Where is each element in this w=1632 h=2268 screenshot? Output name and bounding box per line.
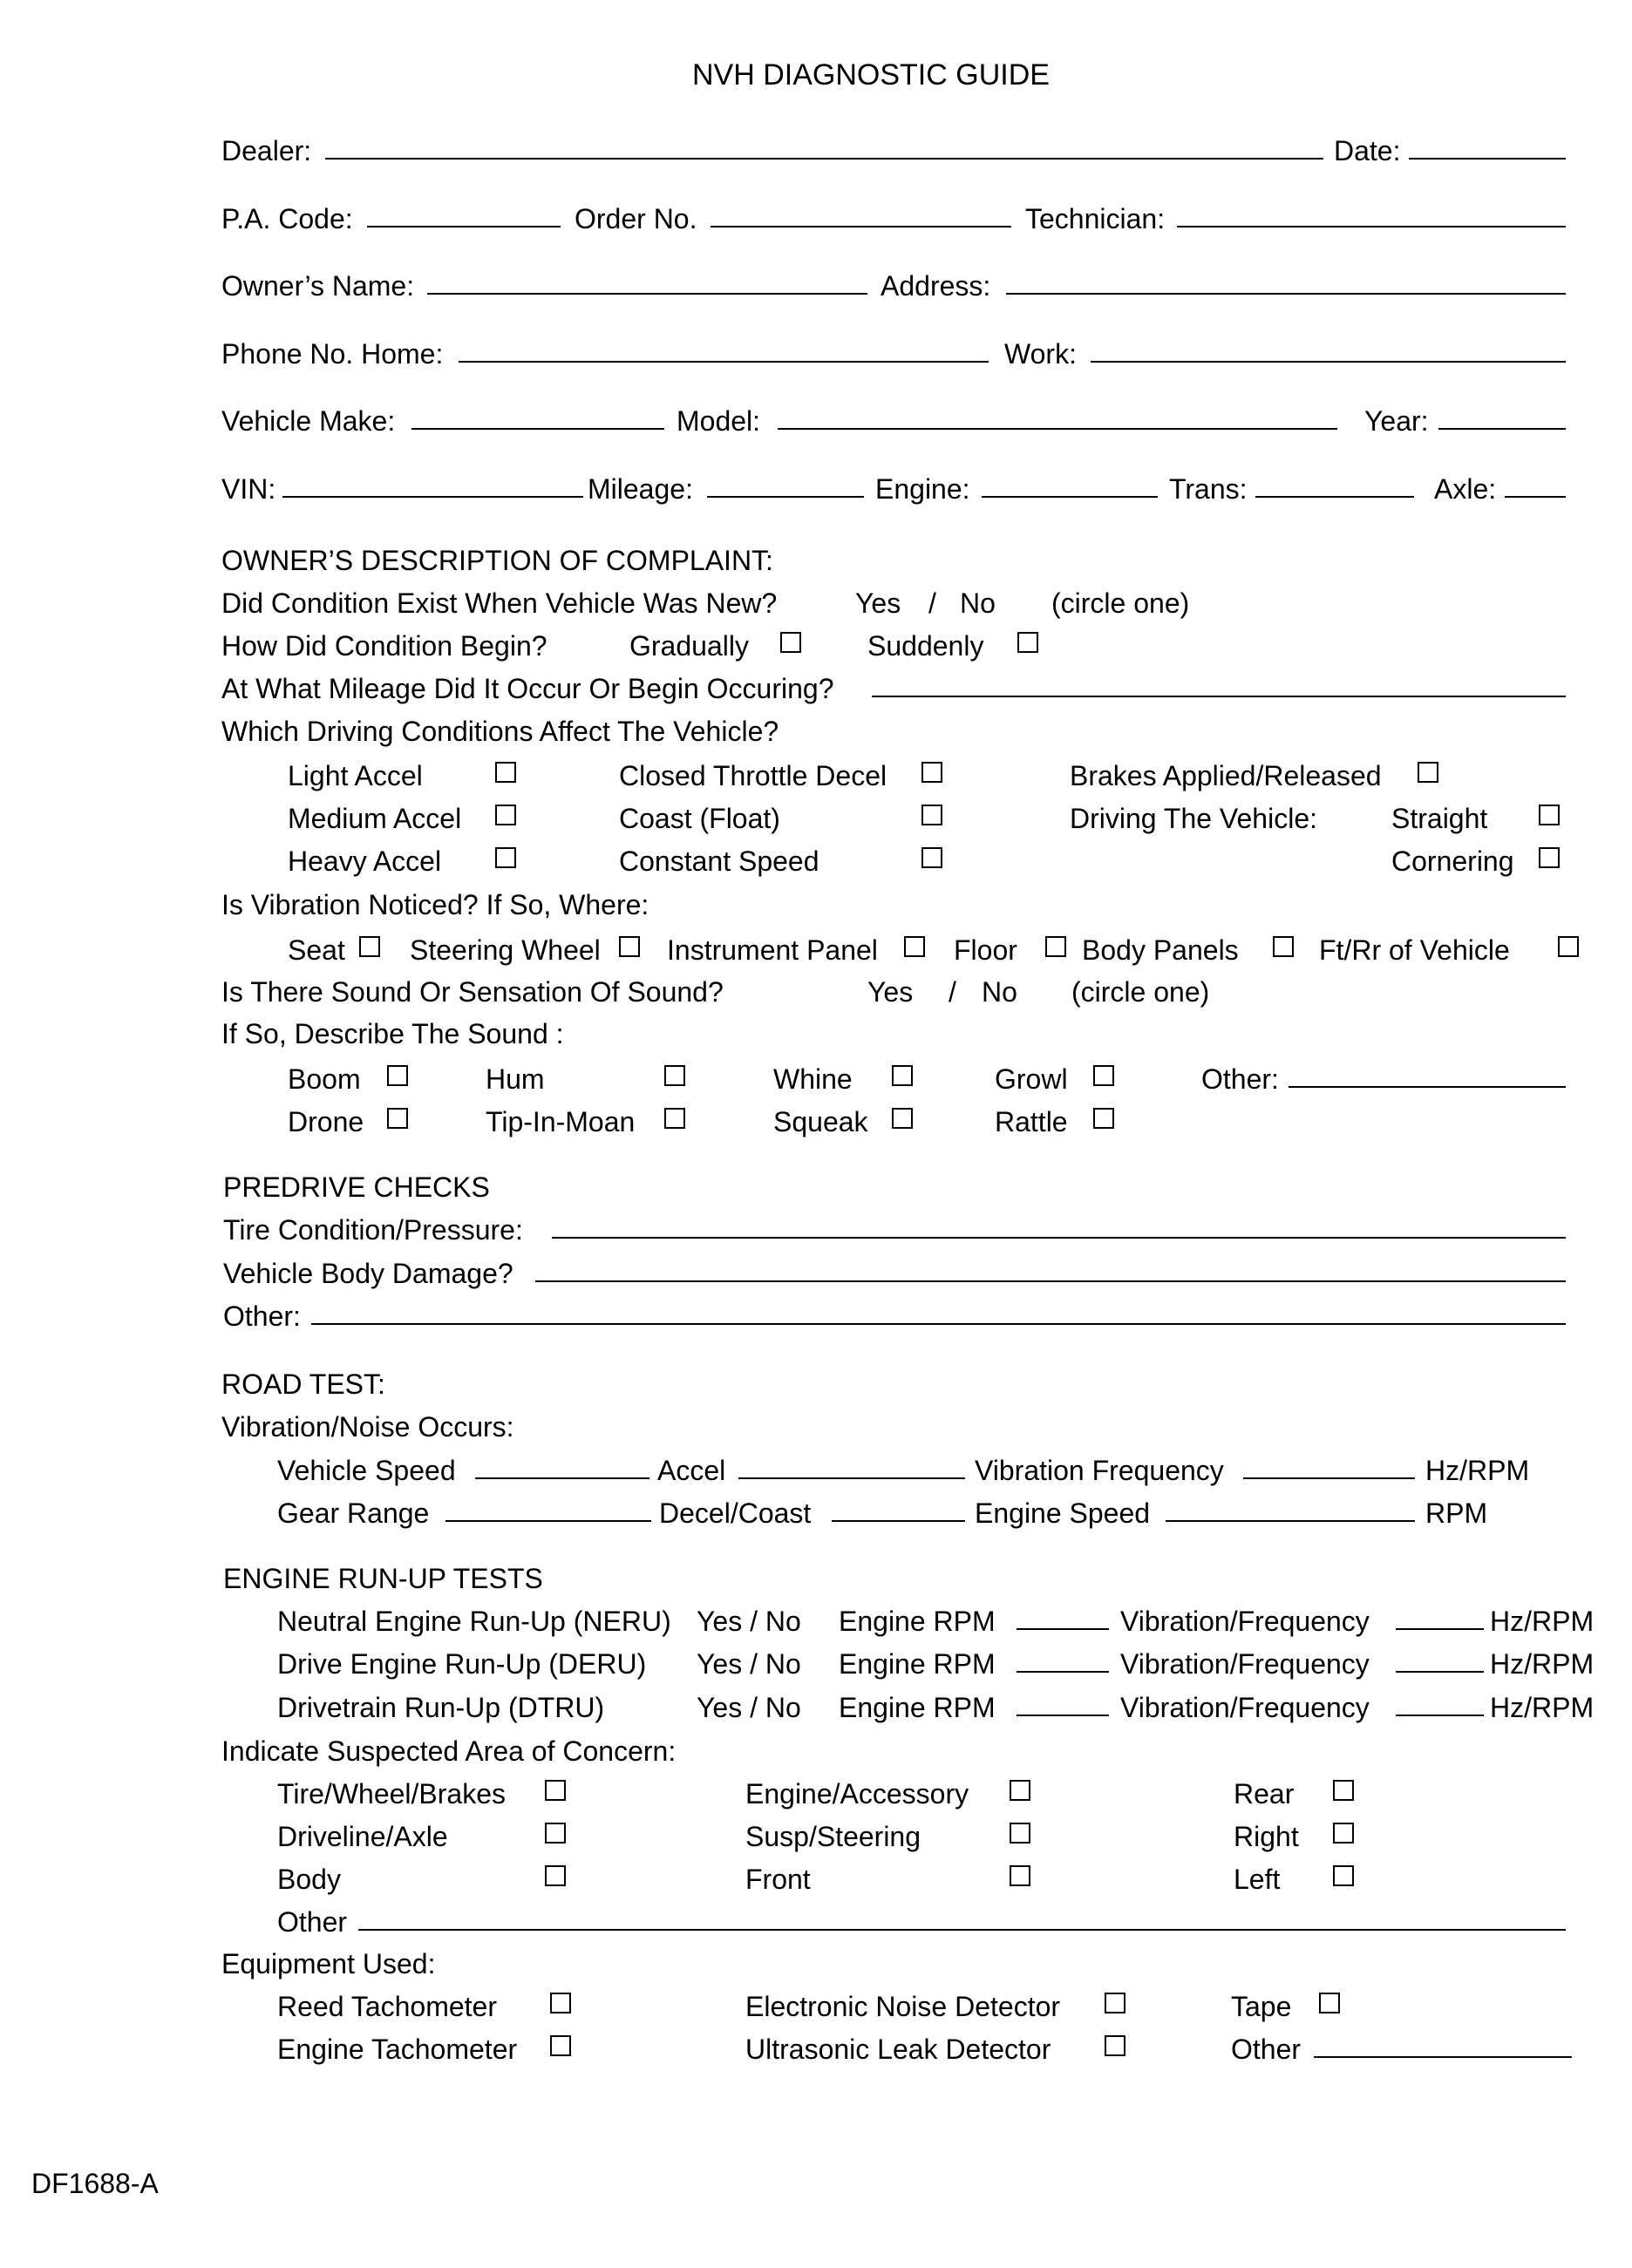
pa-code-label: P.A. Code: [221,203,353,234]
q-describe-sound: If So, Describe The Sound : [221,1018,564,1049]
susp-steering-checkbox[interactable] [1010,1823,1030,1844]
road-hz-rpm-label: Hz/RPM [1425,1455,1530,1486]
squeak-label: Squeak [773,1106,868,1137]
equipment-other-field[interactable] [1314,2056,1572,2058]
dtru-engine-rpm-label: Engine RPM [839,1692,996,1723]
engine-speed-label: Engine Speed [975,1497,1151,1529]
tire-wheel-brakes-label: Tire/Wheel/Brakes [277,1778,506,1810]
body-damage-label: Vehicle Body Damage? [223,1258,513,1289]
drone-label: Drone [288,1106,364,1137]
dtru-yes-no[interactable]: Yes / No [697,1692,801,1723]
rear-label: Rear [1234,1778,1295,1810]
dealer-label: Dealer: [221,135,312,166]
deru-engine-rpm-label: Engine RPM [839,1648,996,1680]
model-field[interactable] [778,428,1337,430]
work-field[interactable] [1091,361,1566,363]
cornering-label: Cornering [1391,845,1514,877]
equipment-other-label: Other [1231,2034,1302,2065]
hum-label: Hum [486,1063,545,1095]
q-condition-new: Did Condition Exist When Vehicle Was New? [221,587,778,619]
accel-field[interactable] [738,1477,965,1479]
heavy-accel-label: Heavy Accel [288,845,442,877]
engine-label: Engine: [875,473,970,505]
neru-vib-freq-label: Vibration/Frequency [1120,1606,1370,1637]
straight-label: Straight [1391,803,1488,834]
engine-accessory-checkbox[interactable] [1010,1780,1030,1801]
left-checkbox[interactable] [1333,1865,1354,1886]
gradually-checkbox[interactable] [780,632,801,653]
body-panels-label: Body Panels [1082,934,1239,966]
q-condition-begin: How Did Condition Begin? [221,630,547,662]
accel-label: Accel [657,1455,726,1486]
new-no[interactable]: No [960,587,996,619]
trans-field[interactable] [1255,496,1414,498]
leak-detector-checkbox[interactable] [1105,2035,1125,2056]
other-sound-field[interactable] [1289,1086,1566,1088]
driveline-axle-label: Driveline/Axle [277,1821,448,1852]
rattle-checkbox[interactable] [1093,1108,1114,1129]
medium-accel-checkbox[interactable] [495,805,516,825]
hum-checkbox[interactable] [664,1065,685,1086]
sound-slash: / [949,976,956,1008]
year-label: Year: [1364,405,1429,437]
concern-heading: Indicate Suspected Area of Concern: [221,1735,677,1767]
drone-checkbox[interactable] [387,1108,408,1129]
owners-name-label: Owner’s Name: [221,270,415,302]
closed-throttle-label: Closed Throttle Decel [619,760,887,791]
vin-field[interactable] [282,496,583,498]
technician-label: Technician: [1025,203,1166,234]
equipment-heading: Equipment Used: [221,1948,436,1979]
deru-yes-no[interactable]: Yes / No [697,1648,801,1680]
engine-field[interactable] [982,496,1158,498]
engine-tachometer-label: Engine Tachometer [277,2034,518,2065]
front-label: Front [745,1864,811,1895]
predrive-other-label: Other: [223,1300,301,1332]
mileage-field[interactable] [707,496,864,498]
body-label: Body [277,1864,341,1895]
whine-label: Whine [773,1063,853,1095]
q-mileage: At What Mileage Did It Occur Or Begin Occuring? [221,673,834,704]
light-accel-checkbox[interactable] [495,762,516,783]
sound-yes[interactable]: Yes [867,976,914,1008]
leak-detector-label: Ultrasonic Leak Detector [745,2034,1051,2065]
front-checkbox[interactable] [1010,1865,1030,1886]
body-panels-checkbox[interactable] [1273,936,1294,957]
dtru-engine-rpm-field[interactable] [1017,1715,1109,1716]
road-test-heading: ROAD TEST: [221,1368,385,1400]
body-checkbox[interactable] [545,1865,566,1886]
instrument-panel-label: Instrument Panel [667,934,878,966]
driving-vehicle-label: Driving The Vehicle: [1070,803,1317,834]
form-code: DF1688-A [31,2168,159,2199]
dtru-vib-freq-label: Vibration/Frequency [1120,1692,1370,1723]
deru-vib-freq-label: Vibration/Frequency [1120,1648,1370,1680]
growl-label: Growl [995,1063,1068,1095]
concern-other-label: Other [277,1906,348,1938]
complaint-heading: OWNER’S DESCRIPTION OF COMPLAINT: [221,545,773,576]
vehicle-speed-label: Vehicle Speed [277,1455,456,1486]
medium-accel-label: Medium Accel [288,803,462,834]
dealer-field[interactable] [325,158,1323,160]
predrive-other-field[interactable] [311,1323,1566,1325]
boom-checkbox[interactable] [387,1065,408,1086]
order-no-label: Order No. [575,203,697,234]
seat-label: Seat [288,934,345,966]
suddenly-checkbox[interactable] [1017,632,1038,653]
right-label: Right [1234,1821,1299,1852]
date-label: Date: [1334,135,1401,166]
pa-code-field[interactable] [367,226,561,227]
phone-home-label: Phone No. Home: [221,338,444,370]
vehicle-make-label: Vehicle Make: [221,405,396,437]
owners-name-field[interactable] [427,293,867,295]
neru-hz-rpm-label: Hz/RPM [1490,1606,1595,1637]
constant-speed-label: Constant Speed [619,845,819,877]
new-yes[interactable]: Yes [855,587,901,619]
steering-wheel-label: Steering Wheel [410,934,601,966]
vin-label: VIN: [221,473,276,505]
sound-circle-one: (circle one) [1071,976,1210,1008]
other-sound-label: Other: [1201,1063,1279,1095]
noise-detector-label: Electronic Noise Detector [745,1991,1061,2022]
heavy-accel-checkbox[interactable] [495,847,516,868]
q-vibration: Is Vibration Noticed? If So, Where: [221,889,649,920]
driveline-axle-checkbox[interactable] [545,1823,566,1844]
whine-checkbox[interactable] [892,1065,913,1086]
tire-condition-label: Tire Condition/Pressure: [223,1214,523,1246]
tire-condition-field[interactable] [552,1237,1566,1239]
address-label: Address: [881,270,991,302]
steering-wheel-checkbox[interactable] [619,936,640,957]
right-checkbox[interactable] [1333,1823,1354,1844]
body-damage-field[interactable] [535,1280,1566,1282]
floor-label: Floor [954,934,1017,966]
light-accel-label: Light Accel [288,760,423,791]
vehicle-make-field[interactable] [411,428,664,430]
engine-accessory-label: Engine/Accessory [745,1778,969,1810]
engine-speed-field[interactable] [1166,1520,1415,1522]
technician-field[interactable] [1177,226,1566,227]
susp-steering-label: Susp/Steering [745,1821,921,1852]
rear-checkbox[interactable] [1333,1780,1354,1801]
work-label: Work: [1004,338,1077,370]
axle-label: Axle: [1434,473,1497,505]
vibration-occurs-label: Vibration/Noise Occurs: [221,1411,514,1443]
brakes-label: Brakes Applied/Released [1070,760,1382,791]
deru-hz-rpm-label: Hz/RPM [1490,1648,1595,1680]
new-slash: / [928,587,936,619]
brakes-checkbox[interactable] [1418,762,1438,783]
boom-label: Boom [288,1063,361,1095]
deru-vib-freq-field[interactable] [1396,1671,1484,1673]
tape-checkbox[interactable] [1319,1993,1340,2013]
order-no-field[interactable] [711,226,1011,227]
squeak-checkbox[interactable] [892,1108,913,1129]
year-field[interactable] [1438,428,1566,430]
sound-no[interactable]: No [982,976,1017,1008]
closed-throttle-checkbox[interactable] [921,762,942,783]
noise-detector-checkbox[interactable] [1105,1993,1125,2013]
instrument-panel-checkbox[interactable] [904,936,925,957]
trans-label: Trans: [1169,473,1248,505]
cornering-checkbox[interactable] [1539,847,1560,868]
dtru-label: Drivetrain Run-Up (DTRU) [277,1692,605,1723]
mileage-label: Mileage: [588,473,693,505]
engine-tachometer-checkbox[interactable] [550,2035,571,2056]
coast-checkbox[interactable] [921,805,942,825]
gear-range-field[interactable] [445,1520,651,1522]
vehicle-speed-field[interactable] [475,1477,649,1479]
coast-label: Coast (Float) [619,803,780,834]
tire-wheel-brakes-checkbox[interactable] [545,1780,566,1801]
reed-tachometer-checkbox[interactable] [550,1993,571,2013]
predrive-heading: PREDRIVE CHECKS [223,1171,490,1203]
dtru-hz-rpm-label: Hz/RPM [1490,1692,1595,1723]
suddenly-label: Suddenly [867,630,984,662]
phone-home-field[interactable] [459,361,989,363]
seat-checkbox[interactable] [359,936,380,957]
gradually-label: Gradually [629,630,749,662]
page-title: NVH DIAGNOSTIC GUIDE [692,58,1050,92]
neru-vib-freq-field[interactable] [1396,1628,1484,1630]
dtru-vib-freq-field[interactable] [1396,1715,1484,1716]
reed-tachometer-label: Reed Tachometer [277,1991,497,2022]
axle-field[interactable] [1505,496,1566,498]
tip-in-moan-label: Tip-In-Moan [486,1106,636,1137]
constant-speed-checkbox[interactable] [921,847,942,868]
decel-coast-field[interactable] [832,1520,965,1522]
growl-checkbox[interactable] [1093,1065,1114,1086]
vibration-frequency-label: Vibration Frequency [975,1455,1224,1486]
rattle-label: Rattle [995,1106,1068,1137]
deru-engine-rpm-field[interactable] [1017,1671,1109,1673]
decel-coast-label: Decel/Coast [659,1497,812,1529]
ftrr-label: Ft/Rr of Vehicle [1319,934,1510,966]
neru-engine-rpm-label: Engine RPM [839,1606,996,1637]
q-driving-conditions: Which Driving Conditions Affect The Vehicle? [221,716,779,747]
rpm-label: RPM [1425,1497,1488,1529]
neru-engine-rpm-field[interactable] [1017,1628,1109,1630]
model-label: Model: [677,405,761,437]
gear-range-label: Gear Range [277,1497,430,1529]
new-circle-one: (circle one) [1051,587,1190,619]
q-sound: Is There Sound Or Sensation Of Sound? [221,976,724,1008]
neru-label: Neutral Engine Run-Up (NERU) [277,1606,671,1637]
floor-checkbox[interactable] [1045,936,1066,957]
ftrr-checkbox[interactable] [1558,936,1579,957]
concern-other-field[interactable] [358,1929,1566,1931]
tape-label: Tape [1231,1991,1292,2022]
straight-checkbox[interactable] [1539,805,1560,825]
address-field[interactable] [1006,293,1566,295]
neru-yes-no[interactable]: Yes / No [697,1606,801,1637]
date-field[interactable] [1409,158,1566,160]
runup-heading: ENGINE RUN-UP TESTS [223,1563,543,1594]
mileage-occur-field[interactable] [872,696,1566,697]
vibration-frequency-field[interactable] [1243,1477,1415,1479]
left-label: Left [1234,1864,1281,1895]
deru-label: Drive Engine Run-Up (DERU) [277,1648,647,1680]
tip-in-moan-checkbox[interactable] [664,1108,685,1129]
